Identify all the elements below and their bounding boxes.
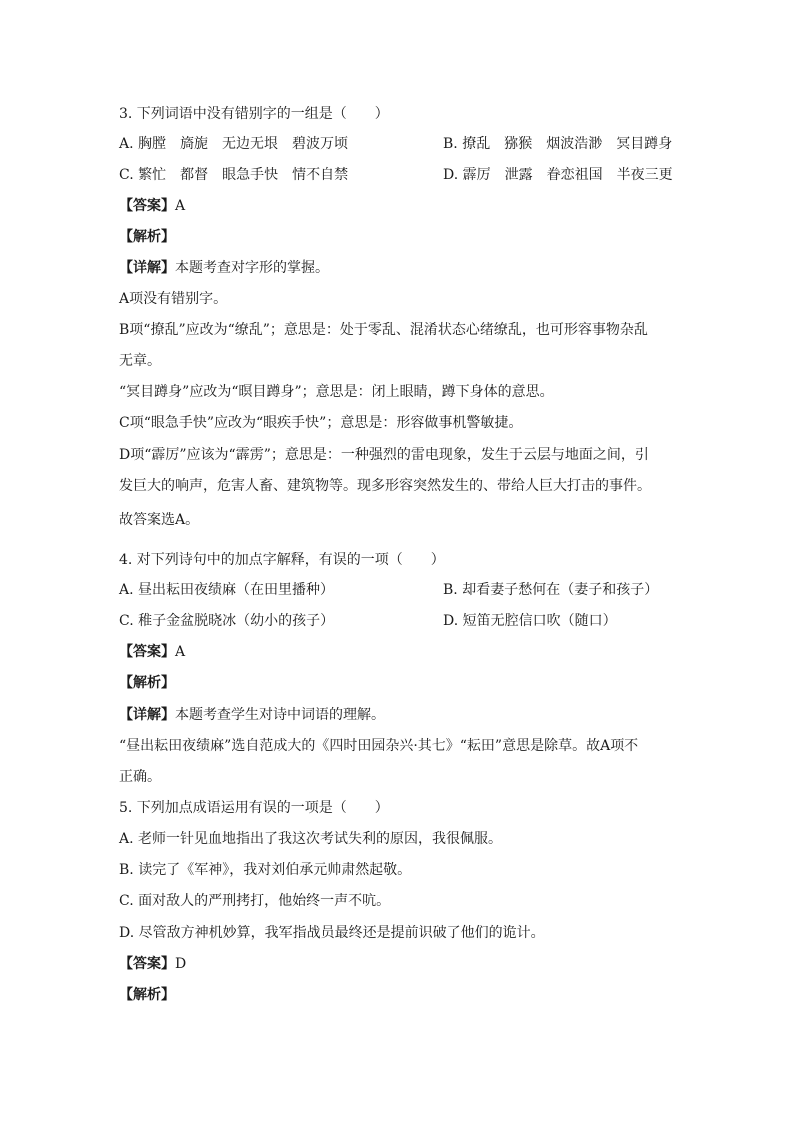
answer-value: D [175, 956, 187, 972]
answer-tag: 【答案】 [119, 956, 175, 972]
q3-explain-5: C项“眼急手快”应改为“眼疾手快”；意思是：形容做事机警敏捷。 [119, 415, 523, 431]
q5-stem: 5. 下列加点成语运用有误的一项是（ ） [119, 800, 389, 816]
q3-option-c: C. 繁忙 都督 眼急手快 情不自禁 [119, 167, 349, 183]
answer-value: A [175, 198, 186, 214]
q5-option-c: C. 面对敌人的严刑拷打，他始终一声不吭。 [119, 893, 391, 909]
q3-explain-3: 无章。 [119, 353, 161, 369]
answer-tag: 【答案】 [119, 198, 175, 214]
q3-explain-4: “冥目蹲身”应改为“暝目蹲身”；意思是：闭上眼睛，蹲下身体的意思。 [119, 384, 554, 400]
q3-analysis-tag: 【解析】 [119, 229, 175, 245]
q3-explain-1: A项没有错别字。 [119, 291, 228, 307]
detail-tag: 【详解】 [119, 707, 175, 723]
q3-option-d: D. 霹厉 泄露 眷恋祖国 半夜三更 [443, 167, 673, 183]
q5-option-b: B. 读完了《军神》，我对刘伯承元帅肃然起敬。 [119, 862, 412, 878]
detail-text: 本题考查对字形的掌握。 [175, 260, 329, 276]
detail-tag: 【详解】 [119, 260, 175, 276]
answer-tag: 【答案】 [119, 644, 175, 660]
q4-analysis-tag: 【解析】 [119, 675, 175, 691]
q4-answer [119, 642, 185, 662]
answer-value: A [175, 644, 186, 660]
q3-explain-2: B项“撩乱”应改为“缭乱”；意思是：处于零乱、混淆状态心绪缭乱，也可形容事物杂乱 [119, 322, 648, 338]
detail-text: 本题考查学生对诗中词语的理解。 [175, 707, 385, 723]
q4-stem: 4. 对下列诗句中的加点字解释，有误的一项（ ） [119, 552, 445, 568]
q4-option-d: D. 短笛无腔信口吹（随口） [443, 613, 617, 629]
q4-option-a: A. 昼出耘田夜绩麻（在田里播种） [119, 582, 335, 598]
q3-stem: 3. 下列词语中没有错别字的一组是（ ） [119, 106, 389, 122]
q4-explain-2: 正确。 [119, 769, 161, 785]
q3-answer [119, 196, 185, 216]
q3-explain-7: 发巨大的响声，危害人畜、建筑物等。现多形容突然发生的、带给人巨大打击的事件。 [119, 478, 651, 494]
q3-detail [119, 258, 329, 278]
q4-explain-1: “昼出耘田夜绩麻”选自范成大的《四时田园杂兴·其七》“耘田”意思是除草。故A项不 [119, 738, 639, 754]
q3-option-b: B. 撩乱 猕猴 烟波浩渺 冥目蹲身 [443, 136, 673, 152]
q5-answer [119, 954, 186, 974]
q5-option-d: D. 尽管敌方神机妙算，我军指战员最终还是提前识破了他们的诡计。 [119, 925, 545, 941]
q3-conclusion: 故答案选A。 [119, 512, 200, 528]
q4-option-b: B. 却看妻子愁何在（妻子和孩子） [443, 582, 659, 598]
q4-detail [119, 705, 385, 725]
q3-explain-6: D项“霹厉”应该为“霹雳”；意思是：一种强烈的雷电现象，发生于云层与地面之间，引 [119, 447, 649, 463]
q5-option-a: A. 老师一针见血地指出了我这次考试失利的原因，我很佩服。 [119, 831, 503, 847]
q5-analysis-tag: 【解析】 [119, 987, 175, 1003]
q3-option-a: A. 胸膛 旖旎 无边无垠 碧波万顷 [119, 136, 349, 152]
q4-option-c: C. 稚子金盆脱晓冰（幼小的孩子） [119, 613, 335, 629]
